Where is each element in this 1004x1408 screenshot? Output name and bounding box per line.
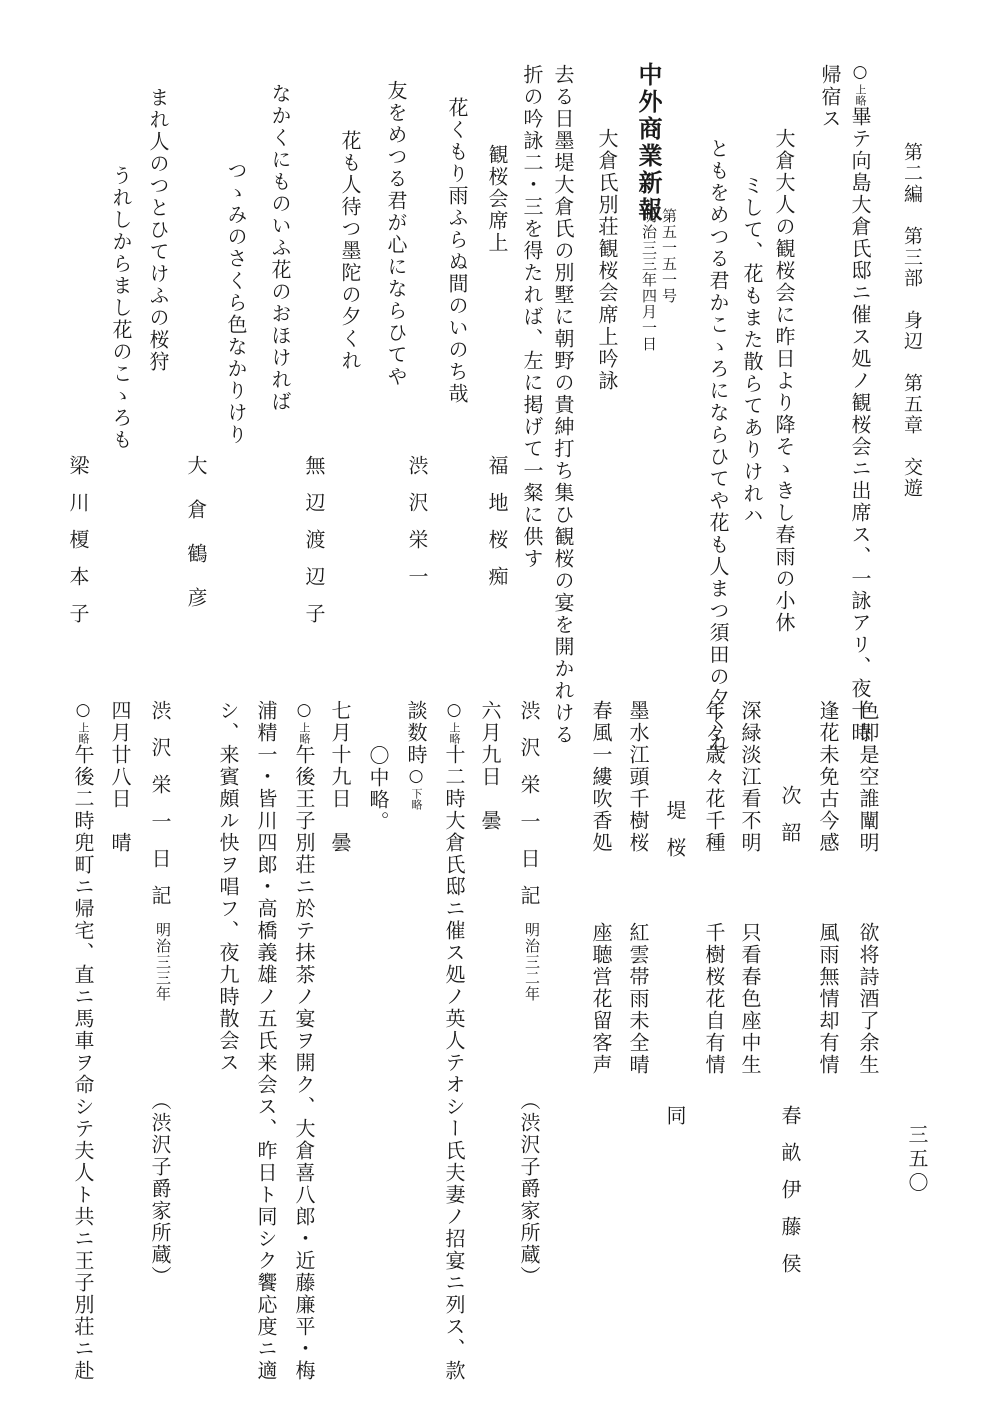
article-text-line: 去る日墨堤大倉氏の別墅に朝野の貴紳打ち集ひ観桜の宴を開かれける — [551, 64, 575, 746]
kanshi-line: 年々歳々花千種 — [702, 700, 726, 854]
poet-name: 大倉鶴彦 — [184, 455, 208, 631]
kanshi-line: 春風一縷吹香処 — [589, 700, 613, 854]
diary-text-line: ○上略十二時大倉氏邸ニ催ス処ノ英人テオシー氏夫妻ノ招宴ニ列ス、款 — [442, 700, 466, 1382]
diary-text-line: ○上略午後二時兜町ニ帰宅、直ニ馬車ヲ命シテ夫人ト共ニ王子別荘ニ赴 — [71, 700, 95, 1382]
diary-year: 明治三二年 — [523, 922, 541, 1002]
poet-ditto: 同 — [663, 1105, 687, 1127]
omission-note: 下略 — [410, 788, 423, 810]
poem-title: 堤桜 — [663, 800, 687, 874]
diary-date: 四月廿八日 晴 — [108, 700, 132, 854]
omission-note: 上略 — [77, 722, 90, 744]
source-note: （渋沢子爵家所蔵） — [517, 1090, 541, 1288]
text-column: 帰宿ス — [818, 64, 842, 130]
poem-preface-line: 大倉大人の観桜会に昨日より降そゝきし春雨の小休 — [772, 128, 796, 634]
kanshi-line: 深緑淡江看不明 — [738, 700, 762, 854]
page-number: 三五〇 — [905, 1124, 929, 1196]
kanshi-line: 千樹桜花自有情 — [702, 922, 726, 1076]
poet-name: 春畝伊藤侯 — [778, 1105, 802, 1290]
newspaper-issue-number: 第五一五一号 — [660, 208, 678, 304]
kanshi-line: 只看春色座中生 — [738, 922, 762, 1076]
kanshi-line: 欲将詩酒了余生 — [856, 922, 880, 1076]
omission-note: 上略 — [298, 722, 311, 744]
newspaper-date: 明治三三年四月一日 — [640, 208, 658, 352]
poet-name: 無辺渡辺子 — [302, 455, 326, 640]
poet-name: 梁川榎本子 — [66, 455, 90, 640]
waka-poem: 花くもり雨ふらぬ間のいのち哉 — [445, 97, 469, 405]
kanshi-line: 座聴営花留客声 — [589, 922, 613, 1076]
diary-year: 明治三三年 — [154, 922, 172, 1002]
waka-poem: 花も人待つ墨陀の夕くれ — [338, 130, 362, 372]
diary-text-line: シ、来賓頗ル快ヲ唱フ、夜九時散会ス — [216, 700, 240, 1074]
article-subtitle: 大倉氏別荘観桜会席上吟詠 — [595, 128, 619, 392]
section-heading: 観桜会席上 — [485, 144, 509, 254]
omission-circle: ○ — [850, 62, 870, 84]
diary-title: 渋沢栄一日記 — [148, 700, 172, 922]
diary-title: 渋沢栄一日記 — [517, 700, 541, 922]
article-text-line: 折の吟詠二・三を得たれば、左に掲げて一粲に供す — [520, 64, 544, 570]
omission-note: 上略 — [854, 84, 867, 106]
omission-mark: 〇中略。 — [366, 745, 390, 833]
waka-poem: つゝみのさくら色なかりけり — [224, 160, 248, 446]
kanshi-line: 逢花未免古今感 — [816, 700, 840, 854]
waka-poem: まれ人のつとひてけふの桜狩 — [146, 87, 170, 373]
omission-circle: ○ — [294, 700, 314, 722]
kanshi-line: 墨水江頭千樹桜 — [626, 700, 650, 854]
waka-poem: なかくにものいふ花のおほければ — [268, 83, 292, 413]
waka-poem: うれしからまし花のこゝろも — [109, 165, 133, 451]
diary-date: 七月十九日 曇 — [328, 700, 352, 854]
poet-name: 渋沢栄一 — [405, 455, 429, 603]
poem-title: 次韶 — [778, 785, 802, 859]
poem-preface-line: ミして、花もまた散らてありけれハ — [740, 175, 764, 527]
omission-circle: ○ — [406, 766, 426, 788]
text-column: ○上略畢テ向島大倉氏邸ニ催ス処ノ観桜会ニ出席ス、一詠アリ、夜十時 — [848, 62, 872, 744]
diary-text-line: 浦精一・皆川四郎・高橋義雄ノ五氏来会ス、昨日ト同シク饗応度ニ適 — [254, 700, 278, 1382]
diary-text-line: ○上略午後王子別荘ニ於テ抹茶ノ宴ヲ開ク、大倉喜八郎・近藤廉平・梅 — [292, 700, 316, 1382]
waka-poem: ともをめつる君かこゝろにならひてや花も人まつ須田の夕くれ — [706, 138, 730, 754]
kanshi-line: 風雨無情却有情 — [816, 922, 840, 1076]
kanshi-line: 色即是空誰闡明 — [856, 700, 880, 854]
omission-note: 上略 — [448, 722, 461, 744]
running-title: 第二編 第三部 身辺 第五章 交遊 — [901, 142, 923, 499]
kanshi-line: 紅雲帯雨未全晴 — [626, 922, 650, 1076]
poet-name: 福地桜痴 — [485, 455, 509, 603]
diary-date: 六月九日 曇 — [478, 700, 502, 832]
newspaper-title: 中外商業新報 — [634, 62, 663, 224]
waka-poem: 友をめつる君が心にならひてや — [384, 80, 408, 388]
source-note: （渋沢子爵家所蔵） — [148, 1090, 172, 1288]
omission-circle: ○ — [444, 700, 464, 722]
diary-text-line: 談数時○下略 — [404, 700, 428, 810]
omission-circle: ○ — [73, 700, 93, 722]
